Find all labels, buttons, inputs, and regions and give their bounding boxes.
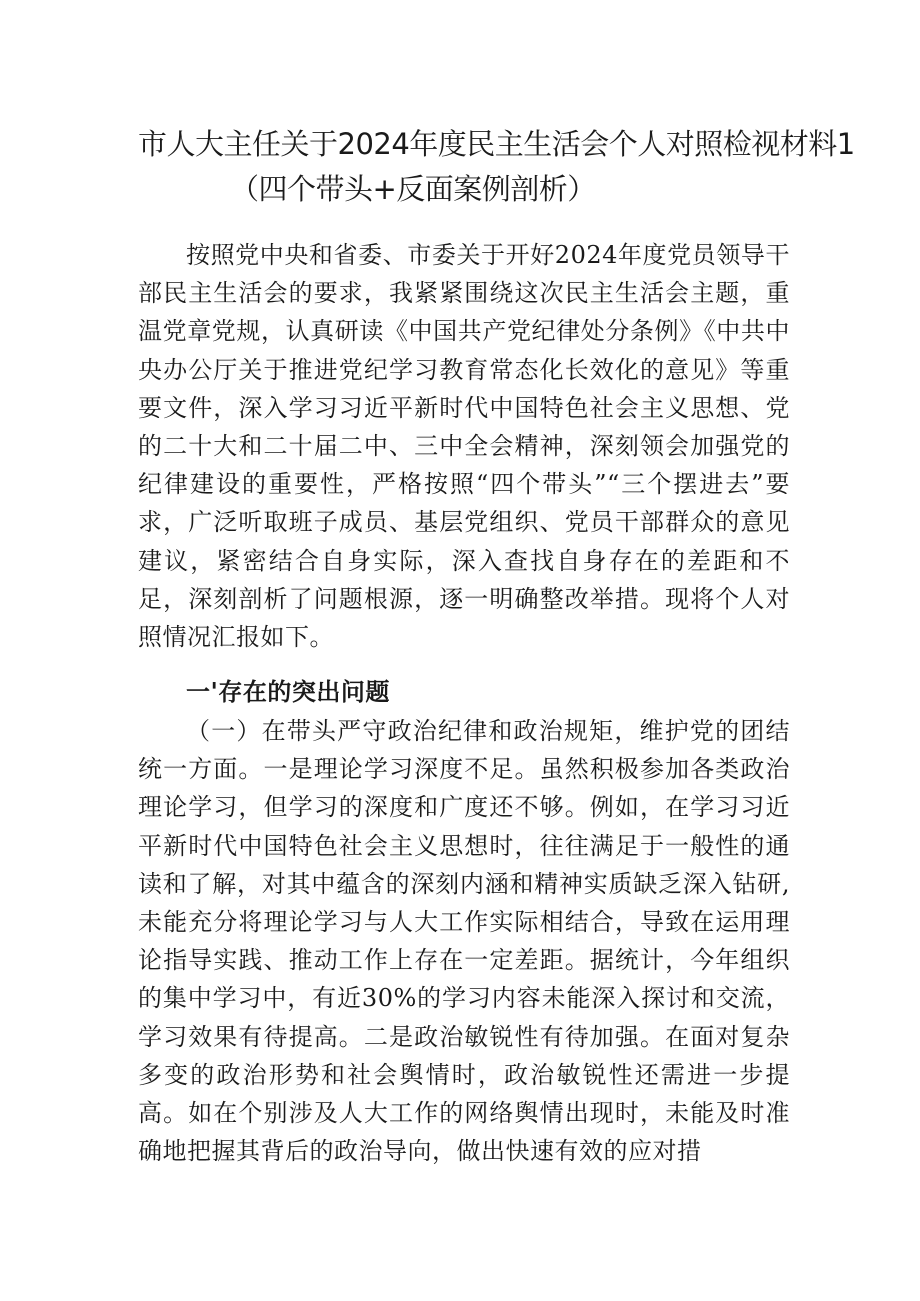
document-title-line2: （四个带头+反面案例剖析）	[230, 172, 596, 206]
intro-paragraph: 按照党中央和省委、市委关于开好2024年度党员领导干部民主生活会的要求，我紧紧围绕这次民主生活会主题，重温党章党规，认真研读《中国共产党纪律处分条例》《中共中央办公厅关于推进党纪学习教育常态化长效化的意见》等重要文件，深入学习习近平新时代中国特色社会主义思想、党的二十大和二十届二中、三中全会精神，深刻领会加强党的纪律建设的重要性，严格按照“四个带头”“三个摆进去”要求，广泛听取班子成员、基层党组织、党员干部群众的意见建议，紧密结合自身实际，深入查找自身存在的差距和不足，深刻剖析了问题根源，逐一明确整改举措。现将个人对照情况汇报如下。	[138, 241, 790, 652]
body-paragraph: （一）在带头严守政治纪律和政治规矩，维护党的团结统一方面。一是理论学习深度不足。虽然积极参加各类政治理论学习，但学习的深度和广度还不够。例如，在学习习近平新时代中国特色社会主义思想时，往往满足于一般性的通读和了解，对其中蕴含的深刻内涵和精神实质缺乏深入钻研,未能充分将理论学习与人大工作实际相结合，导致在运用理论指导实践、推动工作上存在一定差距。据统计，今年组织的集中学习中，有近30%的学习内容未能深入探讨和交流，学习效果有待提高。二是政治敏锐性有待加强。在面对复杂多变的政治形势和社会舆情时，政治敏锐性还需进一步提高。如在个别涉及人大工作的网络舆情出现时，未能及时准确地把握其背后的政治导向，做出快速有效的应对措	[138, 717, 790, 1166]
section-heading: 一'存在的突出问题	[186, 677, 390, 706]
document-title-line1: 市人大主任关于2024年度民主生活会个人对照检视材料1	[138, 127, 855, 161]
